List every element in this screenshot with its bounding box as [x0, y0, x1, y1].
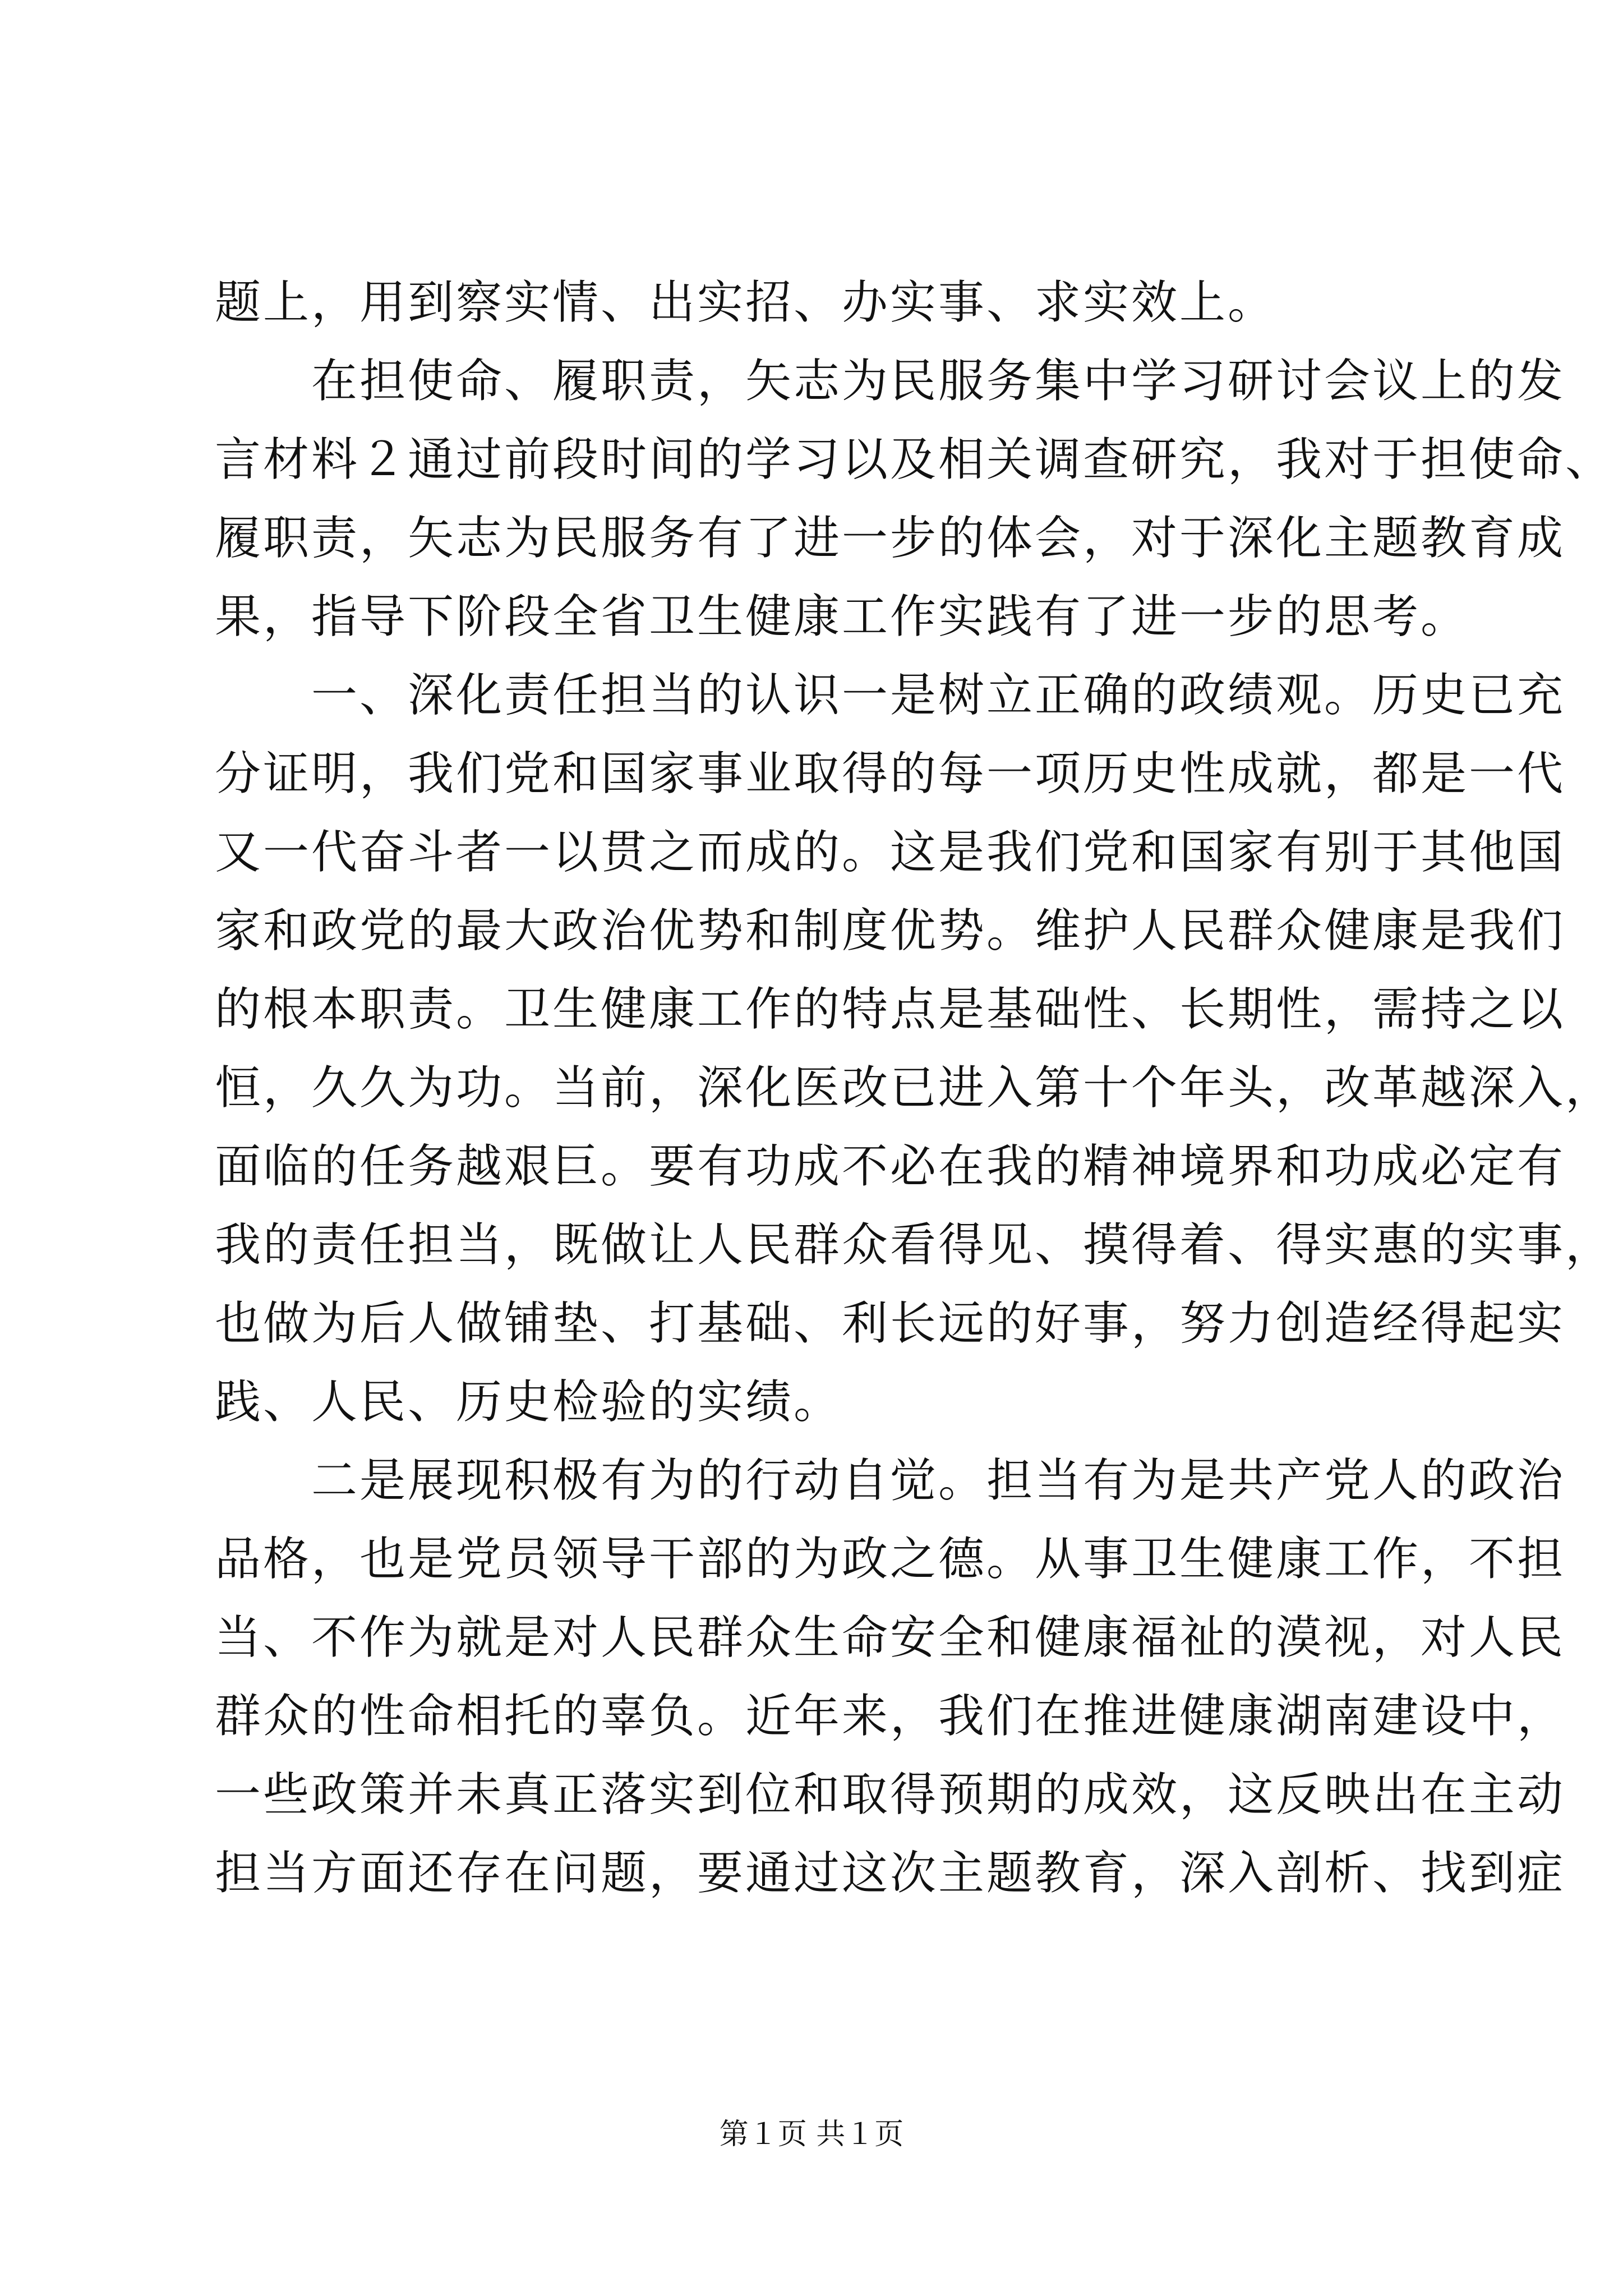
text-line: 言材料２通过前段时间的学习以及相关调查研究，我对于担使命、: [215, 433, 1614, 486]
text-line: 又一代奋斗者一以贯之而成的。这是我们党和国家有别于其他国: [215, 826, 1566, 879]
text-line: 在担使命、履职责，矢志为民服务集中学习研讨会议上的发: [311, 355, 1566, 408]
text-line: 担当方面还存在问题，要通过这次主题教育，深入剖析、找到症: [215, 1847, 1566, 1900]
text-line: 二是展现积极有为的行动自觉。担当有为是共产党人的政治: [311, 1454, 1566, 1507]
text-line: 果，指导下阶段全省卫生健康工作实践有了进一步的思考。: [215, 590, 1469, 643]
document-body: [215, 264, 1614, 1913]
text-line: 恒，久久为功。当前，深化医改已进入第十个年头，改革越深入，: [215, 1061, 1614, 1115]
text-line: 家和政党的最大政治优势和制度优势。维护人民群众健康是我们: [215, 904, 1566, 958]
text-line: 我的责任担当，既做让人民群众看得见、摸得着、得实惠的实事，: [215, 1218, 1614, 1272]
text-line: 当、不作为就是对人民群众生命安全和健康福祉的漠视，对人民: [215, 1611, 1566, 1664]
text-line: 也做为后人做铺垫、打基础、利长远的好事，努力创造经得起实: [215, 1297, 1566, 1350]
page-footer: 第１页 共１页: [719, 2118, 904, 2151]
text-line: 群众的性命相托的辜负。近年来，我们在推进健康湖南建设中，: [215, 1690, 1566, 1743]
text-line: 题上，用到察实情、出实招、办实事、求实效上。: [215, 276, 1276, 329]
text-line: 面临的任务越艰巨。要有功成不必在我的精神境界和功成必定有: [215, 1140, 1566, 1193]
text-line: 一些政策并未真正落实到位和取得预期的成效，这反映出在主动: [215, 1768, 1566, 1821]
text-line: 践、人民、历史检验的实绩。: [215, 1375, 842, 1429]
text-line: 履职责，矢志为民服务有了进一步的体会，对于深化主题教育成: [215, 512, 1566, 565]
text-line: 一、深化责任担当的认识一是树立正确的政绩观。历史已充: [311, 669, 1566, 722]
text-line: 分证明，我们党和国家事业取得的每一项历史性成就，都是一代: [215, 747, 1566, 800]
text-line: 品格，也是党员领导干部的为政之德。从事卫生健康工作，不担: [215, 1533, 1566, 1586]
text-line: 的根本职责。卫生健康工作的特点是基础性、长期性，需持之以: [215, 983, 1566, 1036]
